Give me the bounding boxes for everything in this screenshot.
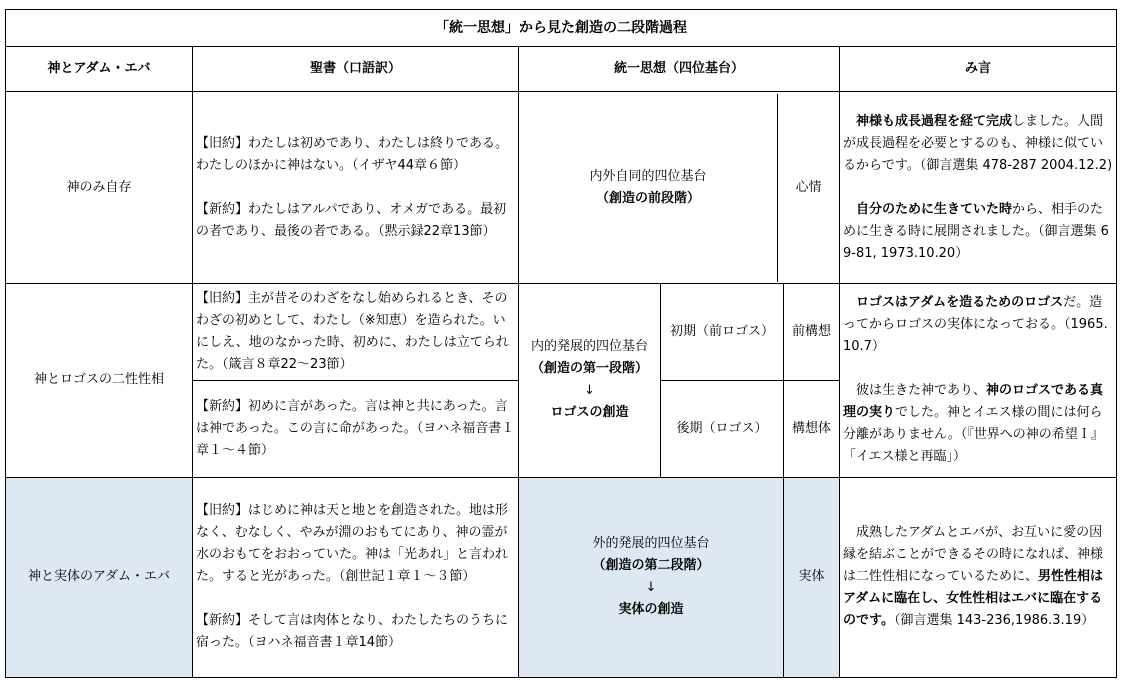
row3-word-a: 成熟したアダムとエバが、お互いに愛の因縁を結ぶことができるその時になれば、神様は二性性相になっているために、: [843, 525, 1104, 585]
row1-word2-bold: 自分のために生きていた時: [856, 201, 1013, 217]
row1-word2-rest: から、相手のために生きる時に展開されました。（御言選集 69-81, 1973.10.20）: [843, 201, 1109, 261]
down-arrow-icon: ↓: [584, 383, 595, 399]
table-row: [6, 283, 1117, 381]
header-unification-thought: 統一思想（四位基台）: [519, 47, 840, 92]
row1-ut-stage: （創造の前段階）: [595, 190, 700, 206]
row3-ut-result: 実体の創造: [618, 602, 684, 618]
row2-word1: [843, 292, 1113, 358]
row1-ut-title: 内外自同的四位基台: [589, 168, 707, 184]
row1-bible-cell: [193, 92, 519, 283]
row2-words-cell: [840, 283, 1117, 477]
row3-name: 神と実体のアダム・エバ: [6, 477, 193, 677]
row2-name: 神とロゴスの二性性相: [6, 283, 193, 477]
row3-ut-title: 外的発展的四位基台: [592, 536, 710, 552]
row3-bible-cell: [193, 477, 519, 677]
row3-word: [843, 522, 1113, 632]
row1-word1: [843, 111, 1113, 177]
row3-word-bold: 男性性相はアダムに臨在し、女性性相はエバに臨在するのです。: [843, 569, 1104, 629]
row2-ut-cell: [519, 283, 661, 477]
row1-word1-rest: しました。人間が成長過程を必要とするのも、神様に似ているからです。（御言選集 478-287 2004.12.2): [843, 113, 1113, 173]
row2-word2-a: 彼は生きた神であり、: [856, 383, 987, 399]
row3-bible-old: 【旧約】はじめに神は天と地とを創造された。地は形なく、むなしく、やみが淵のおもてにあり、神の霊が水のおもてをおおっていた。神は「光あれ」と言われた。すると光があった。（創世記１章１～３節）: [196, 503, 509, 585]
row2-early-side: 前構想: [784, 283, 840, 381]
table-row: [6, 92, 1117, 283]
row2-word2-rest: でした。神とイエス様の間には何ら分離がありません。（『世界への神の希望Ｉ』「イエス様と再臨」）: [843, 405, 1104, 465]
row2-word2-bold: 神のロゴスである真理の実り: [843, 383, 1104, 421]
row1-ut-cell: [519, 92, 840, 283]
row1-words-cell: [840, 92, 1117, 283]
row3-word-rest: （御言選集 143-236,1986.3.19）: [893, 613, 1095, 629]
row3-words-cell: [840, 477, 1117, 677]
row1-bible-new: 【新約】わたしはアルパであり、オメガである。最初の者であり、最後の者である。（黙示録22章13節）: [196, 201, 507, 239]
header-words: み言: [840, 47, 1117, 92]
row2-word1-rest: だ。造ってからロゴスの実体になっておる。（1965.10.7）: [843, 295, 1108, 355]
row1-ut-side: 心情: [778, 94, 840, 282]
row1-word1-bold: 神様も成長過程を経て完成: [856, 113, 1013, 129]
row2-ut-title: 内的発展的四位基台: [530, 339, 648, 355]
row2-ut-stage: （創造の第一段階）: [530, 361, 648, 377]
row2-ut-result: ロゴスの創造: [550, 405, 629, 421]
down-arrow-icon: ↓: [645, 580, 657, 596]
row2-early: 初期（前ロゴス）: [661, 283, 784, 381]
row3-bible-new: 【新約】そして言は肉体となり、わたしたちのうちに宿った。（ヨハネ福音書１章14節）: [196, 613, 509, 651]
row2-word2: [843, 380, 1113, 468]
row2-bible-new: 【新約】初めに言があった。言は神と共にあった。言は神であった。この言に命があった。（ヨハネ福音書１章１～４節）: [193, 381, 519, 478]
table-title: 「統一思想」から見た創造の二段階過程: [6, 10, 1117, 47]
creation-table: [5, 9, 1117, 678]
table-row: [6, 477, 1117, 677]
row3-ut-cell: [519, 477, 784, 677]
row2-late-side: 構想体: [784, 381, 840, 478]
row2-word1-bold: ロゴスはアダムを造るためのロゴス: [856, 295, 1064, 311]
header-bible: 聖書（口語訳）: [193, 47, 519, 92]
row2-late: 後期（ロゴス）: [661, 381, 784, 478]
header-god-adam-eve: 神とアダム・エバ: [6, 47, 193, 92]
row1-name: 神のみ自存: [6, 92, 193, 283]
row1-bible-old: 【旧約】わたしは初めであり、わたしは終りである。わたしのほかに神はない。（イザヤ44章６節）: [196, 135, 509, 173]
row3-ut-stage: （創造の第二段階）: [592, 558, 710, 574]
row2-bible-old: 【旧約】主が昔そのわざをなし始められるとき、そのわざの初めとして、わたし（※知恵）を造られた。いにしえ、地のなかった時、初めに、わたしは立てられた。（箴言８章22～23節）: [193, 283, 519, 381]
row1-word2: [843, 199, 1113, 265]
row3-ut-side: 実体: [784, 477, 840, 677]
